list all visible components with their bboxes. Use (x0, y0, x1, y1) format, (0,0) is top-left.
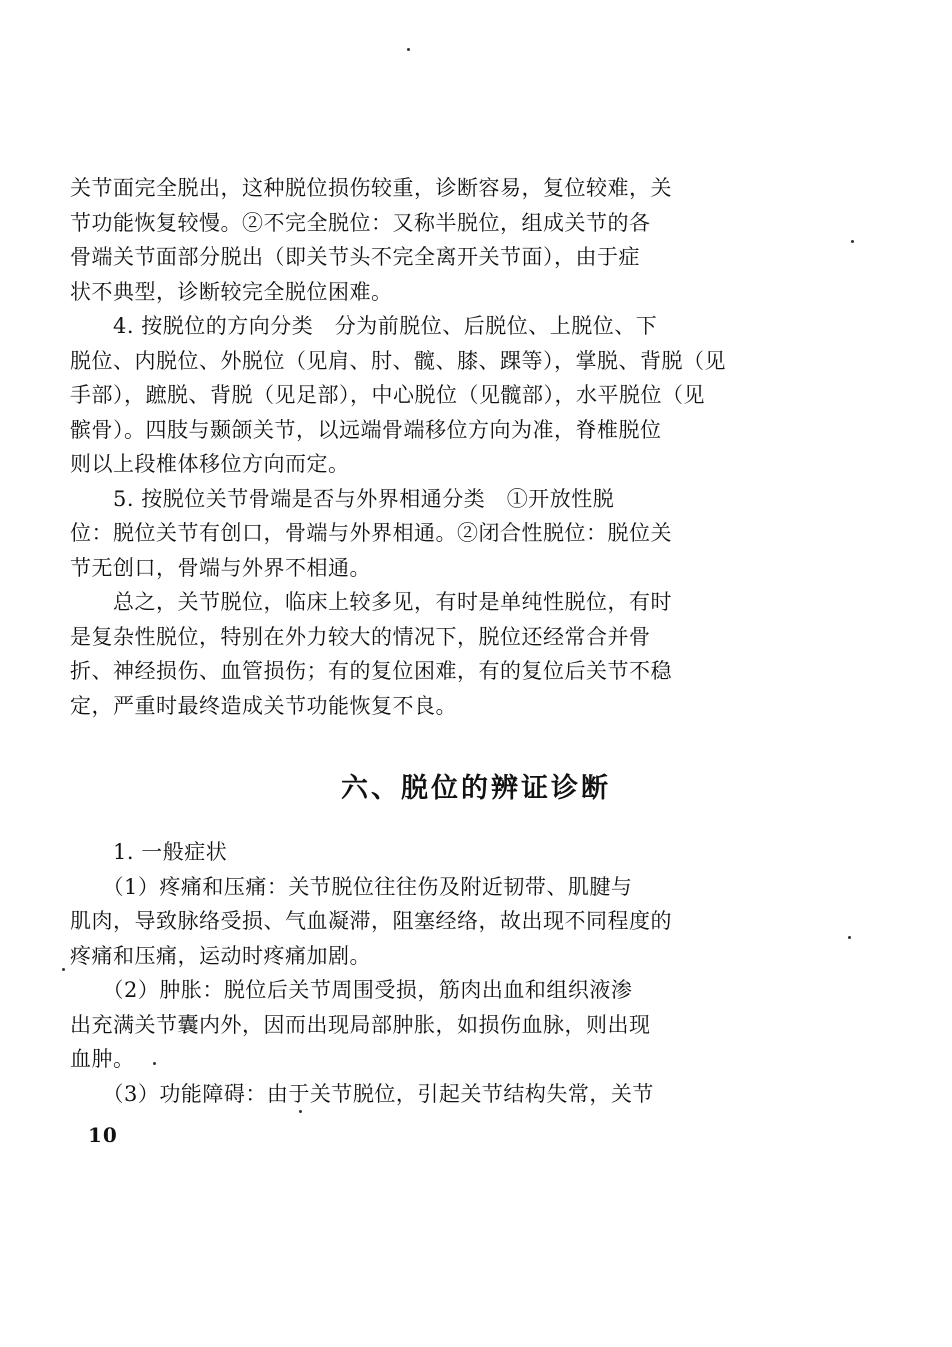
scan-speck (407, 48, 410, 51)
text-line: 疼痛和压痛，运动时疼痛加剧。 (70, 943, 371, 968)
text-line: 髌骨）。四肢与颞颌关节，以远端骨端移位方向为准，脊椎脱位 (70, 417, 662, 442)
text-line: 血肿。 (70, 1047, 135, 1071)
text-line: 节功能恢复较慢。②不完全脱位：又称半脱位，组成关节的各 (70, 210, 651, 235)
text-line: 折、神经损伤、血管损伤；有的复位困难，有的复位后关节不稳 (70, 659, 672, 683)
scan-speck (848, 936, 851, 939)
text-line: 肌肉，导致脉络受损、气血凝滞，阻塞经络，故出现不同程度的 (70, 909, 672, 933)
page-number: 10 (88, 1123, 118, 1147)
text-line: 总之，关节脱位，临床上较多见，有时是单纯性脱位，有时 (70, 590, 672, 614)
text-line: 位：脱位关节有创口，骨端与外界相通。②闭合性脱位：脱位关 (70, 521, 672, 545)
text-line: 4. 按脱位的方向分类 分为前脱位、后脱位、上脱位、下 (70, 314, 658, 338)
text-line: 出充满关节囊内外，因而出现局部肿胀，如损伤血脉，则出现 (70, 1012, 651, 1037)
text-line: 骨端关节面部分脱出（即关节头不完全离开关节面），由于症 (70, 245, 640, 269)
text-line: （1）疼痛和压痛：关节脱位往往伤及附近韧带、肌腱与 (70, 874, 633, 899)
scan-speck (851, 240, 854, 243)
text-line: 定，严重时最终造成关节功能恢复不良。 (70, 693, 457, 718)
section-heading: 六、脱位的辨证诊断 (341, 773, 611, 804)
text-line: 关节面完全脱出，这种脱位损伤较重，诊断容易，复位较难，关 (70, 176, 672, 200)
text-line: 脱位、内脱位、外脱位（见肩、肘、髋、膝、踝等），掌脱、背脱（见 (70, 348, 726, 373)
text-line: 手部），蹠脱、背脱（见足部），中心脱位（见髋部），水平脱位（见 (70, 383, 705, 407)
text-line: （3）功能障碍：由于关节脱位，引起关节结构失常，关节 (70, 1081, 654, 1106)
scan-speck (153, 1062, 156, 1065)
body-text-lower (70, 835, 732, 1111)
text-line: 5. 按脱位关节骨端是否与外界相通分类 ①开放性脱 (70, 486, 615, 511)
text-line: 节无创口，骨端与外界不相通。 (70, 555, 371, 580)
text-line: 则以上段椎体移位方向而定。 (70, 452, 350, 476)
body-text-upper (70, 171, 732, 723)
text-line: 是复杂性脱位，特别在外力较大的情况下，脱位还经常合并骨 (70, 624, 651, 649)
text-line: 状不典型，诊断较完全脱位困难。 (70, 279, 393, 304)
text-line: 1. 一般症状 (70, 840, 228, 864)
scan-speck (62, 968, 65, 971)
scan-speck (299, 1110, 302, 1113)
text-line: （2）肿胀：脱位后关节周围受损，筋肉出血和组织液渗 (70, 978, 633, 1002)
